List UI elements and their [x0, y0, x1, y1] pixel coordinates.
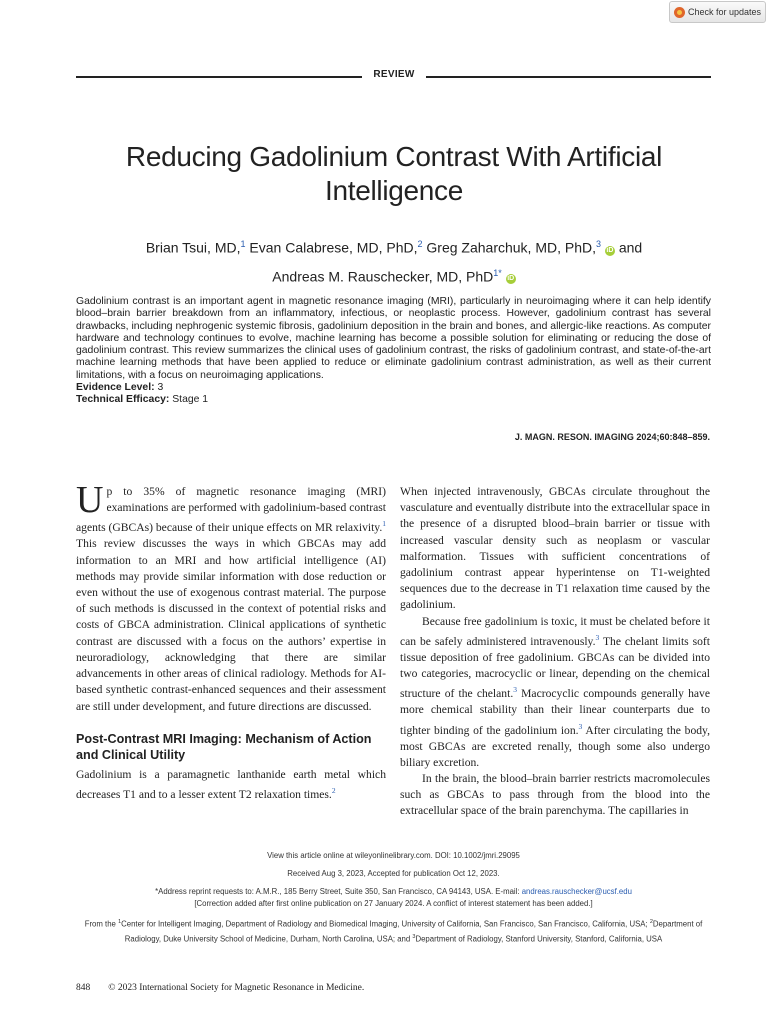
body-paragraph [76, 479, 386, 715]
body-text: This review discusses the ways in which GBCAs may add information to an MRI and how artificial intelligence (AI) methods may provide similar information with dose reduction or even without the use of exogenous contrast material. The purpose of such methods is discussed in the context of potential risks and costs of GBCA administration. Clinical applications of synthetic contrast are discussed with a focus on the authors’ expertise in neuroradiology, acknowledging that there are similar advancements in other areas of clinical radiology. Methods for AI-based synthetic contrast-enhanced sequences and their assessment are still under development, and future directions are discussed. [76, 537, 386, 713]
technical-efficacy-label: Technical Efficacy: [76, 394, 170, 406]
body-paragraph [400, 614, 710, 771]
affiliation-ref[interactable]: 2 [417, 239, 423, 249]
body-text: Macrocyclic compounds generally have more chemical stability than their linear counterparts due to tighter binding of the gadolinium ion. [400, 687, 710, 737]
journal-citation: J. MAGN. RESON. IMAGING 2024;60:848–859. [514, 432, 710, 442]
section-heading: Post-Contrast MRI Imaging: Mechanism of Action and Clinical Utility [76, 731, 372, 762]
body-text: p to 35% of magnetic resonance imaging (MRI) examinations are performed with gadolinium-based contrast agents (GBCAs) because of their unique effects on MR relaxivity. [76, 485, 386, 535]
article-title: Reducing Gadolinium Contrast With Artificial Intelligence [125, 141, 663, 206]
body-paragraph [76, 767, 386, 803]
reference-link[interactable]: 2 [331, 785, 336, 795]
body-paragraph: When injected intravenously, GBCAs circulate throughout the vasculature and eventually distribute into the extracellular space in the presence of a disrupted blood–brain barrier or tissue with increased vascular density such as neoplasm or vascular malformation. Tissues with sufficient concentrations of gadolinium contrast appear hyperintense on T1-weighted sequences due to the decrease in T1 relaxation time caused by the gadolinium. [400, 485, 710, 612]
body-column-left [76, 479, 386, 803]
crossmark-icon [674, 7, 685, 18]
affiliation-ref[interactable]: 1* [493, 267, 502, 278]
affiliation-ref[interactable]: 3 [596, 239, 602, 249]
body-paragraph: In the brain, the blood–brain barrier restricts macromolecules such as GBCAs to pass through from the blood into the extracellular space of the brain parenchyma. The capillaries in [400, 772, 710, 818]
article-footnotes [76, 850, 711, 945]
affiliation-ref[interactable]: 1 [240, 239, 246, 249]
affiliation-marker: 2 [649, 919, 653, 925]
page-number: 848 [76, 983, 91, 993]
author-list [60, 232, 728, 289]
orcid-icon[interactable]: iD [507, 275, 515, 283]
body-text: Because free gadolinium is toxic, it must be chelated before it can be safely administered intravenously. [400, 614, 710, 648]
authors-and: and [618, 239, 643, 256]
doi-line: View this article online at wileyonlinelibrary.com. DOI: 10.1002/jmri.29095 [267, 851, 520, 860]
author-name: Evan Calabrese, MD, PhD, [249, 239, 418, 256]
reference-link[interactable]: 1 [382, 519, 386, 529]
body-text: After circulating the body, most GBCAs are excreted renally, though some also undergo biliary excretion. [400, 723, 710, 769]
affiliation-marker: 1 [118, 919, 122, 925]
evidence-level [76, 382, 711, 394]
affiliation-text: Department of Radiology, Duke University School of Medicine, Durham, North Carolina, USA; and [124, 919, 703, 944]
address-text: *Address reprint requests to: A.M.R., 185 Berry Street, Suite 350, San Francisco, CA 94143, USA. E-mail: [155, 887, 520, 896]
copyright: © 2023 International Society for Magnetic Resonance in Medicine. [108, 983, 365, 993]
author-name: Andreas M. Rauschecker, MD, PhD [272, 268, 494, 285]
address-line [76, 886, 711, 898]
reference-link[interactable]: 3 [513, 685, 517, 695]
affiliation-text: Center for Intelligent Imaging, Department of Radiology and Biomedical Imaging, University of California, San Francisco, San Francisco, California, USA; [121, 919, 650, 929]
abstract [76, 296, 711, 407]
affiliation-text: From the [84, 919, 119, 929]
author-name: Brian Tsui, MD, [145, 239, 241, 256]
technical-efficacy [76, 394, 711, 406]
received-line: Received Aug 3, 2023, Accepted for publication Oct 12, 2023. [287, 869, 500, 878]
drop-cap: U [76, 479, 104, 521]
evidence-level-label: Evidence Level: [76, 382, 155, 394]
body-text: Gadolinium is a paramagnetic lanthanide earth metal which decreases T1 and to a lesser extent T2 relaxation times. [76, 767, 386, 801]
affiliation-marker: 3 [412, 933, 416, 940]
reference-link[interactable]: 3 [578, 721, 583, 731]
page-footer [76, 983, 364, 993]
author-name: Greg Zaharchuk, MD, PhD, [426, 239, 597, 256]
correction-line: [Correction added after first online publication on 27 January 2024. A conflict of interest statement has been added.] [194, 899, 593, 908]
body-text: The chelant limits soft tissue deposition of free gadolinium. GBCAs can be divided into two categories, macrocyclic or linear, depending on the chemical structure of the chelant. [400, 634, 710, 701]
section-label: REVIEW [373, 69, 415, 80]
check-for-updates-label: Check for updates [687, 7, 761, 17]
email-link[interactable]: andreas.rauschecker@ucsf.edu [521, 887, 632, 896]
orcid-icon[interactable]: iD [606, 246, 614, 254]
body-column-right [400, 484, 710, 820]
reference-link[interactable]: 3 [595, 632, 600, 642]
abstract-text: Gadolinium contrast is an important agent in magnetic resonance imaging (MRI), particularly in neuroimaging where it can help identify blood–brain barrier breakdown from an inflammatory, infectious, or neoplastic process. However, gadolinium contrast has several drawbacks, including nephrogenic systemic fibrosis, gadolinium deposition in the brain and bones, and allergic-like reactions. As computer hardware and technology continues to evolve, machine learning has become a possible solution for eliminating or reducing the dose of gadolinium contrast. This review summarizes the clinical uses of gadolinium contrast, the risks of gadolinium contrast, and state-of-the-art machine learning methods that have been applied to reduce or eliminate gadolinium contrast administration, as well as their current limitations, with a focus on neuroimaging applications. [76, 296, 711, 381]
check-for-updates-button[interactable] [669, 1, 766, 23]
affiliation-text: Department of Radiology, Stanford University, Stanford, California, USA [415, 934, 663, 944]
section-rule-right [426, 76, 711, 78]
technical-efficacy-value: Stage 1 [172, 394, 209, 406]
evidence-level-value: 3 [157, 382, 164, 394]
affiliations [76, 916, 711, 945]
